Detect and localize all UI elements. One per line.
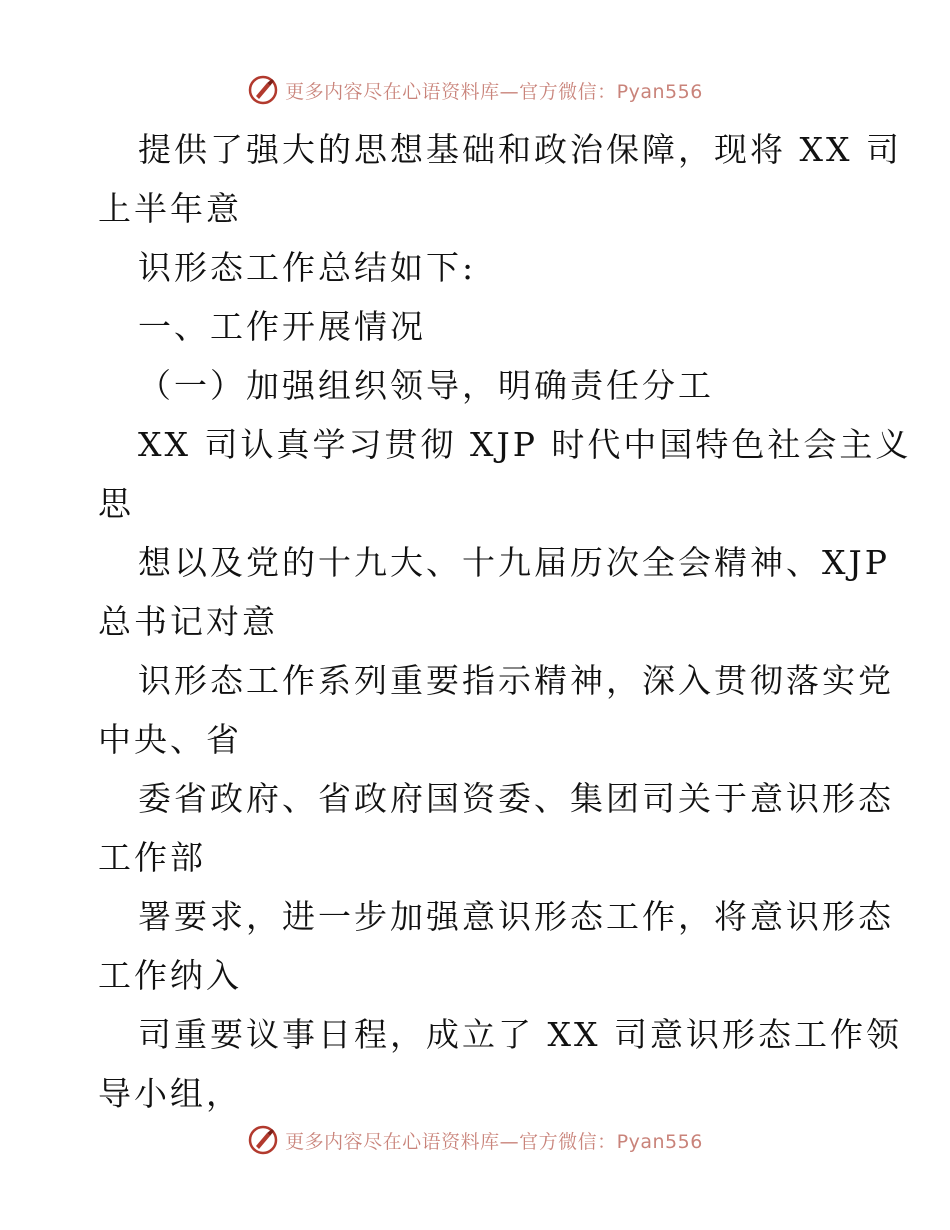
text-line: 想以及党的十九大、十九届历次全会精神、XJP (138, 543, 890, 582)
text-line: 司重要议事日程，成立了 XX 司意识形态工作领 (138, 1015, 902, 1054)
subsection-heading: （一）加强组织领导，明确责任分工 (138, 366, 714, 405)
text-line: 工作纳入 (98, 956, 242, 995)
brand-logo-icon (247, 1124, 279, 1156)
text-line: 上半年意 (98, 189, 242, 228)
text-line: XX 司认真学习贯彻 XJP 时代中国特色社会主义 (138, 425, 912, 464)
section-heading: 一、工作开展情况 (138, 307, 426, 346)
text-line: 署要求，进一步加强意识形态工作，将意识形态 (138, 897, 894, 936)
text-line: 提供了强大的思想基础和政治保障，现将 XX 司 (138, 130, 902, 169)
text-line: 导小组， (98, 1074, 242, 1113)
text-line: 中央、省 (98, 720, 242, 759)
header-watermark (0, 70, 950, 110)
text-line: 工作部 (98, 838, 206, 877)
text-line: 识形态工作系列重要指示精神，深入贯彻落实党 (138, 661, 894, 700)
footer-watermark (0, 1120, 950, 1160)
brand-logo-icon (247, 74, 279, 106)
footer-watermark-text: 更多内容尽在心语资料库—官方微信：Pyan556 (285, 1130, 703, 1153)
text-line: 委省政府、省政府国资委、集团司关于意识形态 (138, 779, 894, 818)
header-watermark-text: 更多内容尽在心语资料库—官方微信：Pyan556 (285, 80, 703, 103)
text-line: 总书记对意 (98, 602, 278, 641)
document-body (98, 120, 912, 1123)
text-line: 思 (98, 484, 134, 523)
text-line: 识形态工作总结如下: (138, 248, 477, 287)
